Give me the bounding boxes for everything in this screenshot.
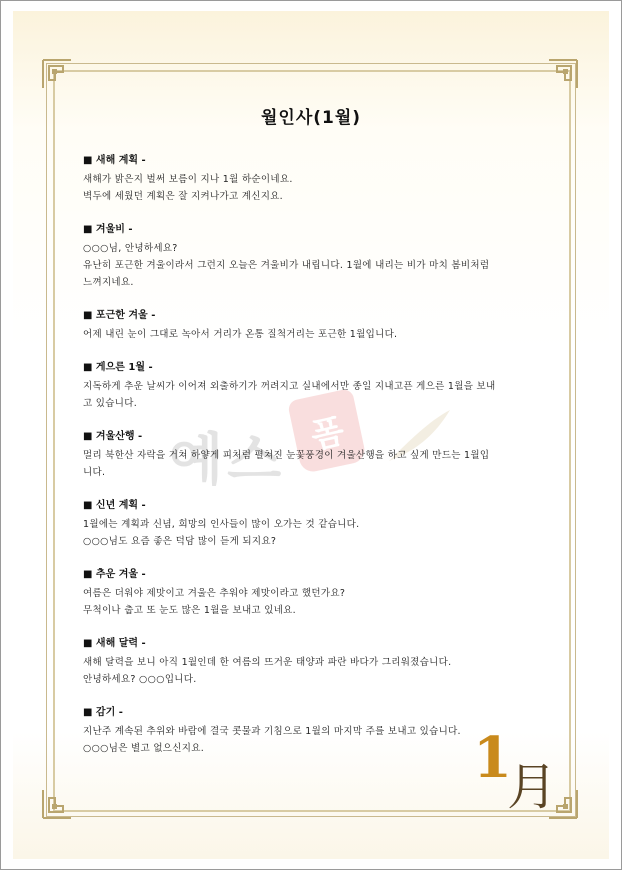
month-number: 1 (473, 725, 512, 791)
section-heading: ■ 추운 겨울 - (83, 569, 146, 580)
page-title: 월인사(1월) (260, 108, 362, 128)
watermark-badge: 폼 (287, 388, 367, 474)
frame-corner-ornament-icon (41, 58, 73, 90)
section-line: ○○○님은 별고 없으신지요. (83, 743, 205, 754)
section-heading: ■ 신년 계획 - (83, 500, 146, 511)
section-line: 무척이나 춥고 또 눈도 많은 1월을 보내고 있네요. (83, 605, 296, 616)
section-line: 고 있습니다. (83, 398, 138, 409)
greeting-section (83, 636, 553, 688)
section-heading: ■ 포근한 겨울 - (83, 310, 156, 321)
section-line: 벽두에 세웠던 계획은 잘 지켜나가고 계신지요. (83, 191, 283, 202)
greeting-section (83, 222, 553, 291)
frame-corner-ornament-icon (41, 788, 73, 820)
section-heading: ■ 겨울산행 - (83, 431, 143, 442)
section-line: 어제 내린 눈이 그대로 녹아서 거리가 온통 질척거리는 포근한 1월입니다. (83, 329, 398, 340)
section-heading: ■ 새해 계획 - (83, 155, 146, 166)
section-heading: ■ 감기 - (83, 707, 123, 718)
section-line: ○○○님, 안녕하세요? (83, 243, 178, 254)
section-line: 지독하게 추운 날씨가 이어져 외출하기가 꺼려지고 실내에서만 종일 지내고픈 게으른 1월을 보내 (83, 381, 496, 392)
section-line: 느껴지네요. (83, 277, 134, 288)
section-line: 멀리 북한산 자락을 거쳐 하얗게 피처럼 펼쳐진 눈꽃풍경이 겨울산행을 하고 싶게 만드는 1월입 (83, 450, 490, 461)
greeting-section (83, 567, 553, 619)
section-heading: ■ 새해 달력 - (83, 638, 146, 649)
section-line: 여름은 더워야 제맛이고 겨울은 추워야 제맛이라고 했던가요? (83, 588, 346, 599)
section-heading: ■ 겨울비 - (83, 224, 133, 235)
section-line: 유난히 포근한 겨울이라서 그런지 오늘은 겨울비가 내립니다. 1월에 내리는 비가 마치 봄비처럼 (83, 260, 490, 271)
month-emblem (467, 725, 557, 816)
greeting-section (83, 308, 553, 343)
section-line: 1월에는 계획과 신념, 희망의 인사들이 많이 오가는 것 같습니다. (83, 519, 360, 530)
month-character: 月 (507, 758, 557, 816)
section-line: 새해 달력을 보니 아직 1월인데 한 여름의 뜨거운 태양과 파란 바다가 그리워졌습니다. (83, 657, 452, 668)
greeting-section (83, 429, 553, 481)
section-line: ○○○님도 요즘 좋은 덕담 많이 듣게 되지요? (83, 536, 277, 547)
section-heading: ■ 게으른 1월 - (83, 362, 153, 373)
section-line: 지난주 계속된 추위와 바람에 결국 콧물과 기침으로 1월의 마지막 주를 보내고 있습니다. (83, 726, 461, 737)
section-line: 안녕하세요? ○○○입니다. (83, 674, 197, 685)
greeting-section (83, 153, 553, 205)
watermark-text: 예스 (169, 428, 286, 493)
frame-corner-ornament-icon (547, 58, 579, 90)
greeting-section (83, 360, 553, 412)
greeting-list (83, 153, 553, 774)
section-line: 새해가 밝은지 벌써 보름이 지나 1월 하순이네요. (83, 174, 293, 185)
greeting-section (83, 498, 553, 550)
section-line: 니다. (83, 467, 106, 478)
